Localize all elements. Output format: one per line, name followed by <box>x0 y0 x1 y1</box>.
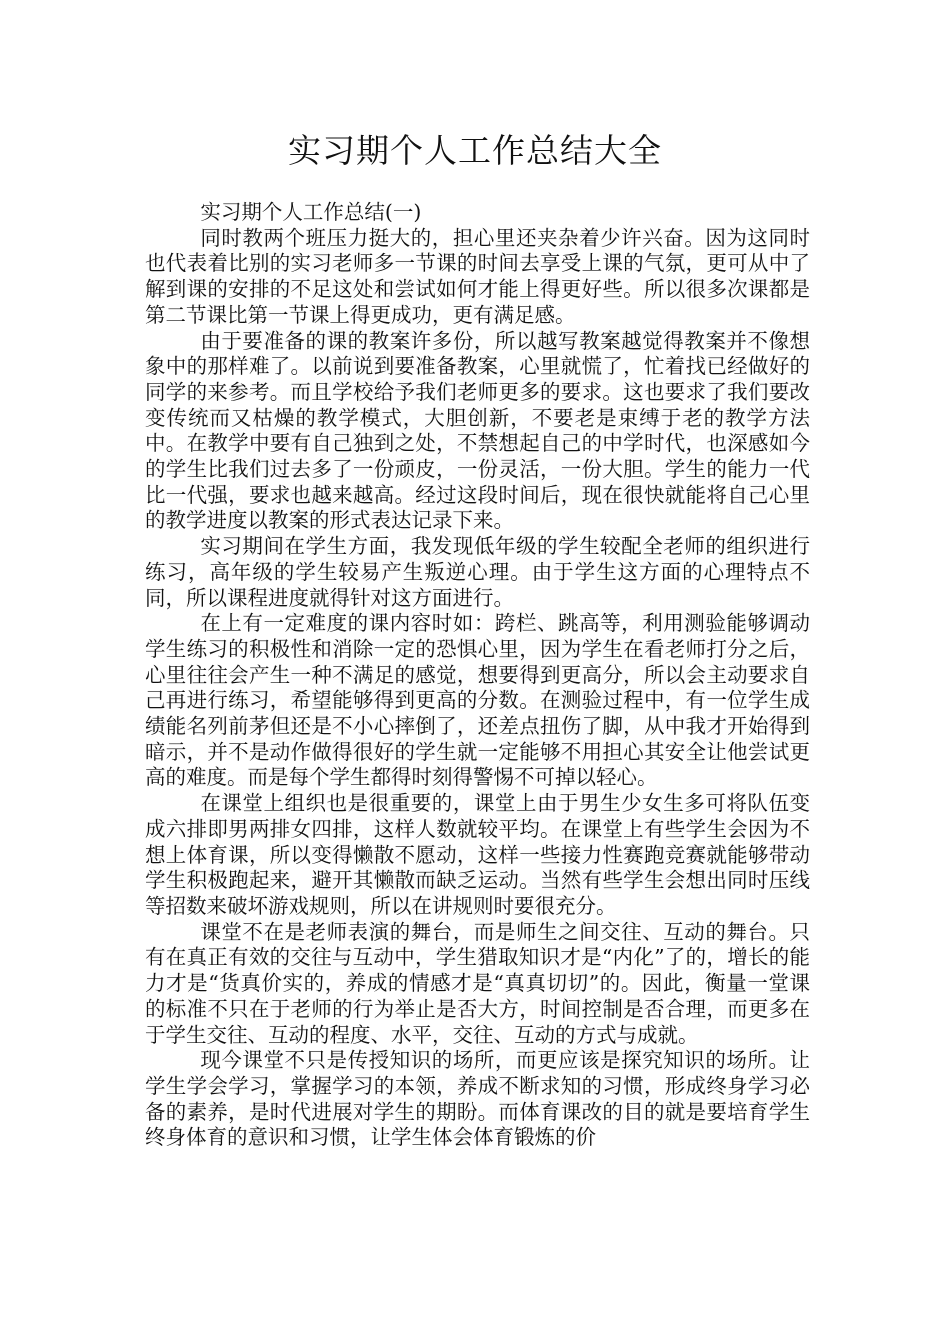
paragraph-4: 在上有一定难度的课内容时如：跨栏、跳高等，利用测验能够调动学生练习的积极性和消除一定的恐惧心里，因为学生在看老师打分之后，心里往往会产生一种不满足的感觉，想要得到更高分，所以会主动要求自己再进行练习，希望能够得到更高的分数。在测验过程中，有一位学生成绩能名列前茅但还是不小心摔倒了，还差点扭伤了脚，从中我才开始得到暗示，并不是动作做得很好的学生就一定能够不用担心其安全让他尝试更高的难度。而是每个学生都得时刻得警惕不可掉以轻心。 <box>145 611 810 790</box>
section-heading: 实习期个人工作总结(一) <box>200 200 422 224</box>
paragraph-3: 实习期间在学生方面，我发现低年级的学生较配全老师的组织进行练习，高年级的学生较易产生叛逆心理。由于学生这方面的心理特点不同，所以课程进度就得针对这方面进行。 <box>145 534 810 610</box>
paragraph-5: 在课堂上组织也是很重要的，课堂上由于男生少女生多可将队伍变成六排即男两排女四排，这样人数就较平均。在课堂上有些学生会因为不想上体育课，所以变得懒散不愿动，这样一些接力性赛跑竞赛就能够带动学生积极跑起来，避开其懒散而缺乏运动。当然有些学生会想出同时压线等招数来破坏游戏规则，所以在讲规则时要很充分。 <box>145 791 810 918</box>
paragraph-6: 课堂不在是老师表演的舞台，而是师生之间交往、互动的舞台。只有在真正有效的交往与互动中，学生猎取知识才是“内化”了的，增长的能力才是“货真价实的，养成的情感才是“真真切切”的。因此，衡量一堂课的标准不只在于老师的行为举止是否大方，时间控制是否合理，而更多在于学生交往、互动的程度、水平，交往、互动的方式与成就。 <box>145 919 810 1047</box>
document-title: 实习期个人工作总结大全 <box>288 131 662 170</box>
paragraph-7: 现今课堂不只是传授知识的场所，而更应该是探究知识的场所。让学生学会学习，掌握学习的本领，养成不断求知的习惯，形成终身学习必备的素养，是时代进展对学生的期盼。而体育课改的目的就是要培育学生终身体育的意识和习惯，让学生体会体育锻炼的价 <box>145 1048 810 1150</box>
paragraph-1: 同时教两个班压力挺大的，担心里还夹杂着少许兴奋。因为这同时也代表着比别的实习老师多一节课的时间去享受上课的气氛，更可从中了解到课的安排的不足这处和尝试如何才能上得更好些。所以很多次课都是第二节课比第一节课上得更成功，更有满足感。 <box>145 225 810 327</box>
document-body <box>145 200 810 1151</box>
paragraph-2: 由于要准备的课的教案许多份，所以越写教案越觉得教案并不像想象中的那样难了。以前说到要准备教案，心里就慌了，忙着找已经做好的同学的来参考。而且学校给予我们老师更多的要求。这也要求了我们要改变传统而又枯燥的教学模式，大胆创新，不要老是束缚于老的教学方法中。在教学中要有自己独到之处，不禁想起自己的中学时代，也深感如今的学生比我们过去多了一份顽皮，一份灵活，一份大胆。学生的能力一代比一代强，要求也越来越高。经过这段时间后，现在很快就能将自己心里的教学进度以教案的形式表达记录下来。 <box>145 328 810 533</box>
